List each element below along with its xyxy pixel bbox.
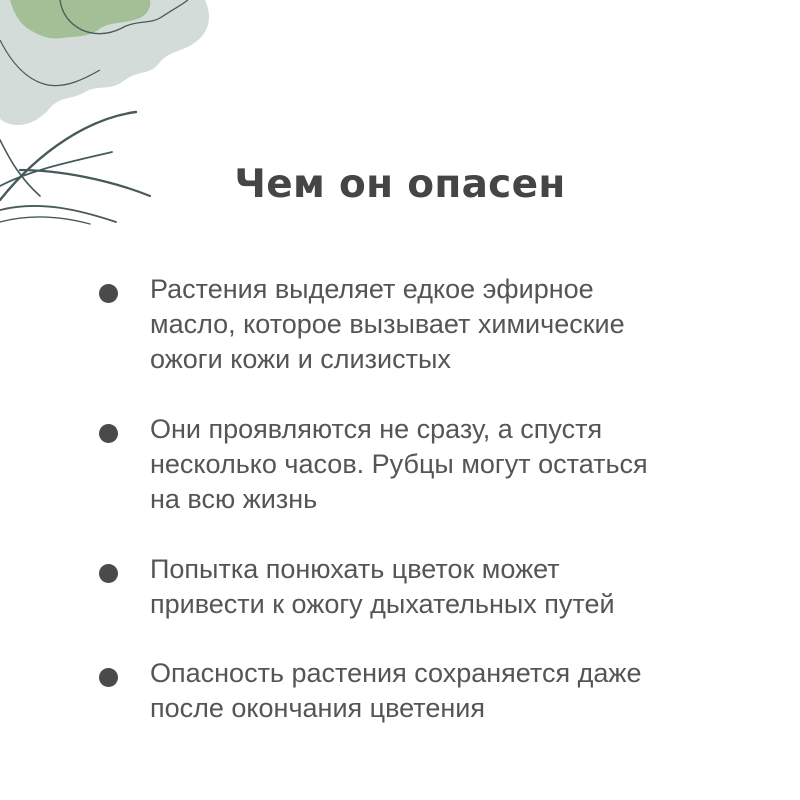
list-item-text: Опасность растения сохраняется даже после окончания цветения: [150, 658, 642, 723]
bullet-icon: [99, 284, 118, 303]
list-item-text: Попытка понюхать цветок может привести к ожогу дыхательных путей: [150, 554, 615, 619]
page-title: Чем он опасен: [234, 162, 566, 207]
list-item-text: Они проявляются не сразу, а спустя несколько часов. Рубцы могут остаться на всю жизнь: [150, 414, 648, 514]
bullet-icon: [99, 668, 118, 687]
stem-4: [0, 206, 116, 222]
bullet-icon: [99, 564, 118, 583]
bullet-icon: [99, 424, 118, 443]
list-item-text: Растения выделяет едкое эфирное масло, которое вызывает химические ожоги кожи и слизистых: [150, 274, 625, 374]
stem-6: [0, 217, 90, 224]
